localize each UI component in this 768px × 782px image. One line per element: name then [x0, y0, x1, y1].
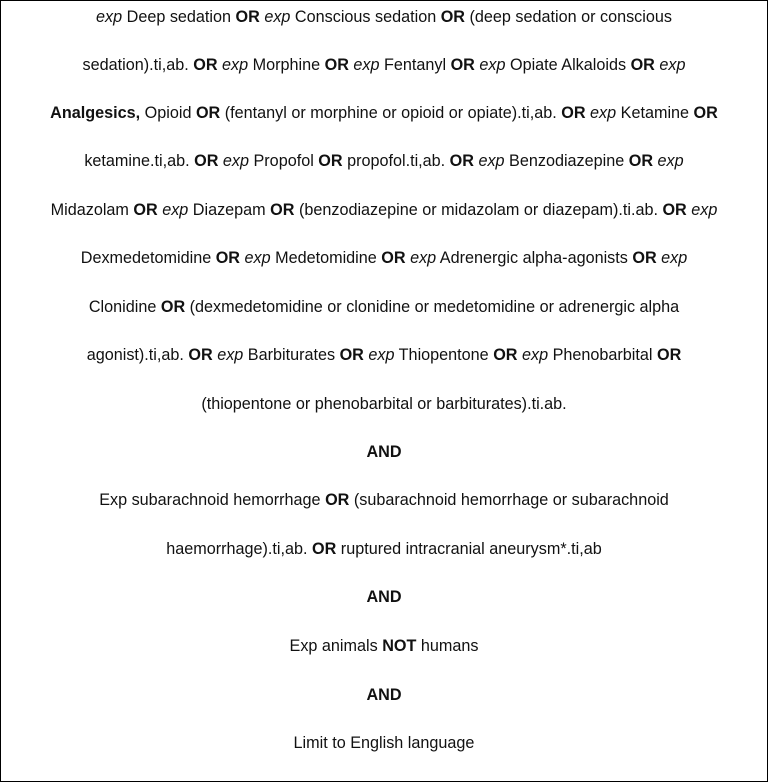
strategy-line: Analgesics, Opioid OR (fentanyl or morphine or opioid or opiate).ti,ab. OR exp Ketamine OR [50, 104, 718, 122]
strategy-line: Exp subarachnoid hemorrhage OR (subarachnoid hemorrhage or subarachnoid [99, 491, 669, 509]
exp-term: exp [479, 56, 506, 74]
exp-term: exp [217, 346, 244, 364]
boolean-operator: OR [312, 540, 337, 558]
strategy-line: Clonidine OR (dexmedetomidine or clonidine or medetomidine or adrenergic alpha [88, 298, 680, 316]
boolean-operator: OR [133, 201, 158, 219]
boolean-operator: OR [381, 249, 406, 267]
boolean-operator: OR [324, 56, 349, 74]
exp-term: exp [353, 56, 380, 74]
boolean-operator: OR [493, 346, 518, 364]
strategy-line: Exp animals NOT humans [289, 637, 479, 655]
exp-term: exp [222, 152, 249, 170]
exp-term: exp [244, 249, 271, 267]
boolean-operator: OR [188, 346, 213, 364]
exp-term: exp [691, 201, 718, 219]
strategy-line: haemorrhage).ti,ab. OR ruptured intracranial aneurysm*.ti,ab [166, 540, 602, 558]
language-limit: Limit to English language [293, 734, 475, 752]
strategy-line: sedation).ti,ab. OR exp Morphine OR exp Fentanyl OR exp Opiate Alkaloids OR exp [82, 56, 686, 74]
strategy-line: Midazolam OR exp Diazepam OR (benzodiazepine or midazolam or diazepam).ti.ab. OR exp [50, 201, 718, 219]
boolean-operator: OR [193, 56, 218, 74]
exp-term: exp [661, 249, 688, 267]
and-operator: AND [366, 443, 402, 461]
boolean-operator: OR [235, 8, 260, 26]
boolean-operator: OR [160, 298, 186, 316]
exp-term: exp [410, 249, 437, 267]
boolean-operator: OR [194, 152, 219, 170]
strategy-line: (thiopentone or phenobarbital or barbiturates).ti.ab. [201, 395, 567, 413]
exp-term: exp [96, 8, 123, 26]
strategy-line: agonist).ti,ab. OR exp Barbiturates OR exp Thiopentone OR exp Phenobarbital OR [86, 346, 682, 364]
exp-term: exp [521, 346, 549, 364]
strategy-line: exp Deep sedation OR exp Conscious sedation OR (deep sedation or conscious [96, 8, 672, 26]
exp-term: exp [222, 56, 249, 74]
boolean-operator: OR [440, 8, 465, 26]
boolean-operator: OR [270, 201, 295, 219]
boolean-operator: OR [632, 249, 657, 267]
boolean-operator: Analgesics, [50, 104, 141, 122]
boolean-operator: OR [630, 56, 655, 74]
exp-term: exp [659, 56, 686, 74]
boolean-operator: OR [318, 152, 343, 170]
boolean-operator: OR [693, 104, 718, 122]
boolean-operator: OR [656, 346, 682, 364]
and-operator: AND [366, 588, 402, 606]
boolean-operator: OR [195, 104, 221, 122]
boolean-operator: OR [449, 152, 474, 170]
strategy-line: ketamine.ti,ab. OR exp Propofol OR propofol.ti,ab. OR exp Benzodiazepine OR exp [84, 152, 684, 170]
exp-term: exp [264, 8, 291, 26]
exp-term: exp [162, 201, 189, 219]
boolean-operator: OR [450, 56, 475, 74]
boolean-operator: OR [628, 152, 654, 170]
strategy-line: Dexmedetomidine OR exp Medetomidine OR exp Adrenergic alpha-agonists OR exp [80, 249, 688, 267]
exp-term: exp [657, 152, 684, 170]
exp-term: exp [590, 104, 617, 122]
boolean-operator: OR [561, 104, 586, 122]
boolean-operator: OR [215, 249, 240, 267]
and-operator: AND [366, 686, 402, 704]
exp-term: exp [478, 152, 505, 170]
exp-term: exp [368, 346, 395, 364]
boolean-operator: OR [339, 346, 364, 364]
boolean-operator: OR [662, 201, 687, 219]
boolean-operator: NOT [382, 637, 417, 655]
boolean-operator: OR [325, 491, 350, 509]
